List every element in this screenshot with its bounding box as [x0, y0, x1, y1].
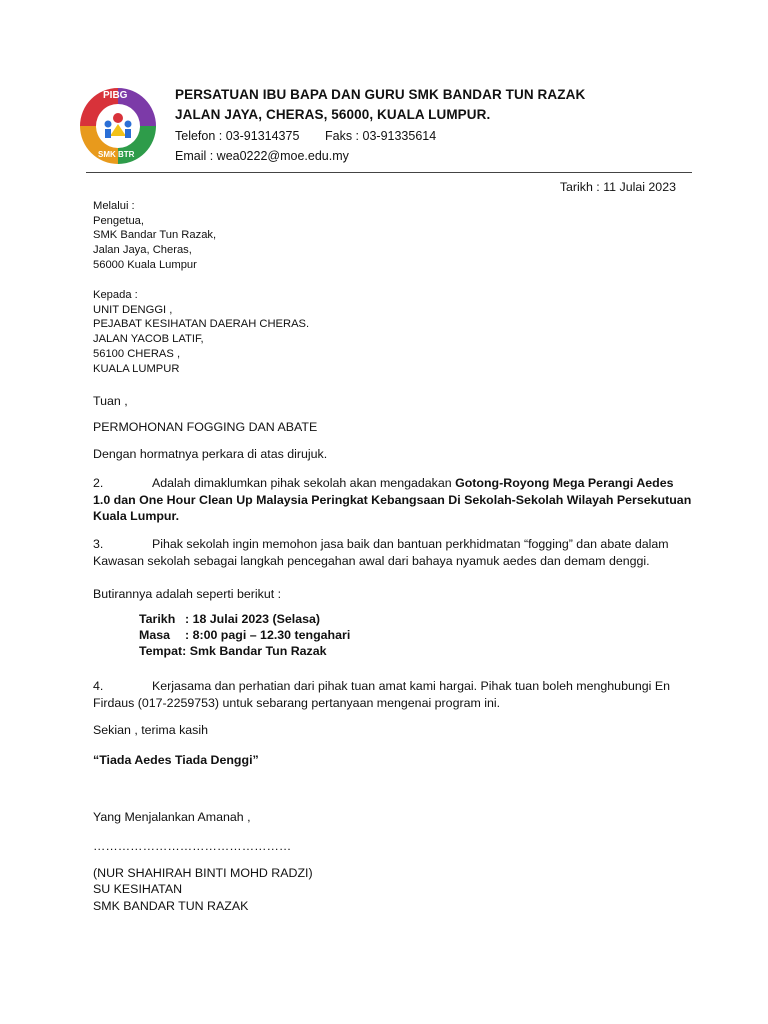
para-3-text: Pihak sekolah ingin memohon jasa baik dan bantuan perkhidmatan “fogging” dan abate dalam Kawasan sekolah sebagai langkah pencegahan awal dari bahaya nyamuk aedes dan demam denggi. [93, 537, 669, 568]
signatory-position: SU KESIHATAN [93, 882, 183, 897]
to-label: Kepada : [93, 289, 138, 301]
paragraph-2 [93, 475, 693, 525]
org-email: Email : wea0222@moe.edu.my [175, 149, 349, 163]
paragraph-4 [93, 678, 693, 711]
para-number: 3. [93, 537, 104, 551]
to-line: KUALA LUMPUR [93, 362, 180, 375]
via-line: SMK Bandar Tun Razak, [93, 229, 217, 242]
letter-date: Tarikh : 11 Julai 2023 [559, 180, 676, 194]
para-2-event: Gotong-Royong Mega Perangi Aedes 1.0 dan One Hour Clean Up Malaysia Peringkat Kebangsaan Di Sekolah-Sekolah Wilayah Persekutuan Kuala Lumpur. [93, 476, 692, 524]
slogan: “Tiada Aedes Tiada Denggi” [93, 753, 259, 767]
to-line: 56100 CHERAS , [93, 347, 181, 360]
closing: Sekian , terima kasih [93, 723, 209, 737]
org-phone: Telefon : 03-91314375 [175, 129, 300, 143]
org-address: JALAN JAYA, CHERAS, 56000, KUALA LUMPUR. [175, 107, 491, 122]
org-name: PERSATUAN IBU BAPA DAN GURU SMK BANDAR TUN RAZAK [175, 87, 586, 102]
para-number: 4. [93, 679, 104, 693]
detail-date [139, 612, 320, 626]
signatory-school: SMK BANDAR TUN RAZAK [93, 898, 249, 913]
pibg-logo [76, 84, 160, 168]
to-line: UNIT DENGGI , [93, 303, 173, 316]
para-4-text: Kerjasama dan perhatian dari pihak tuan amat kami hargai. Pihak tuan boleh menghubungi En Firdaus (017-2259753) untuk sebarang pertanyaan mengenai program ini. [93, 679, 670, 710]
intro: Dengan hormatnya perkara di atas dirujuk. [93, 447, 328, 461]
detail-venue-label: Tempat [139, 644, 183, 658]
detail-time [139, 628, 350, 642]
header-divider [86, 172, 692, 173]
signatory-name: (NUR SHAHIRAH BINTI MOHD RADZI) [93, 866, 313, 880]
via-line: Pengetua, [93, 214, 145, 227]
via-line: Jalan Jaya, Cheras, [93, 244, 192, 257]
via-label: Melalui : [93, 200, 135, 212]
to-line: PEJABAT KESIHATAN DAERAH CHERAS. [93, 318, 310, 331]
detail-time-value: : 8:00 pagi – 12.30 tengahari [185, 628, 351, 642]
to-line: JALAN YACOB LATIF, [93, 333, 204, 346]
logo-bottom-text: SMK BTR [98, 150, 135, 159]
via-block [93, 199, 216, 273]
details-intro: Butirannya adalah seperti berikut : [93, 587, 282, 601]
signature-line: ………………………………………… [93, 839, 292, 853]
org-fax: Faks : 03-91335614 [325, 129, 437, 143]
signoff: Yang Menjalankan Amanah , [93, 810, 251, 824]
detail-time-label: Masa [139, 628, 170, 642]
salutation: Tuan , [93, 394, 128, 408]
paragraph-3 [93, 536, 693, 569]
detail-date-value: : 18 Julai 2023 (Selasa) [185, 612, 321, 626]
to-block [93, 288, 309, 376]
para-2-text: Adalah dimaklumkan pihak sekolah akan mengadakan [152, 476, 456, 490]
logo-top-text: PIBG [103, 90, 128, 101]
para-number: 2. [93, 476, 104, 490]
subject: PERMOHONAN FOGGING DAN ABATE [93, 420, 318, 434]
detail-venue [139, 644, 327, 658]
detail-venue-value: : Smk Bandar Tun Razak [182, 644, 327, 658]
detail-date-label: Tarikh [139, 612, 176, 626]
via-line: 56000 Kuala Lumpur [93, 258, 197, 271]
signatory-block [93, 865, 313, 914]
